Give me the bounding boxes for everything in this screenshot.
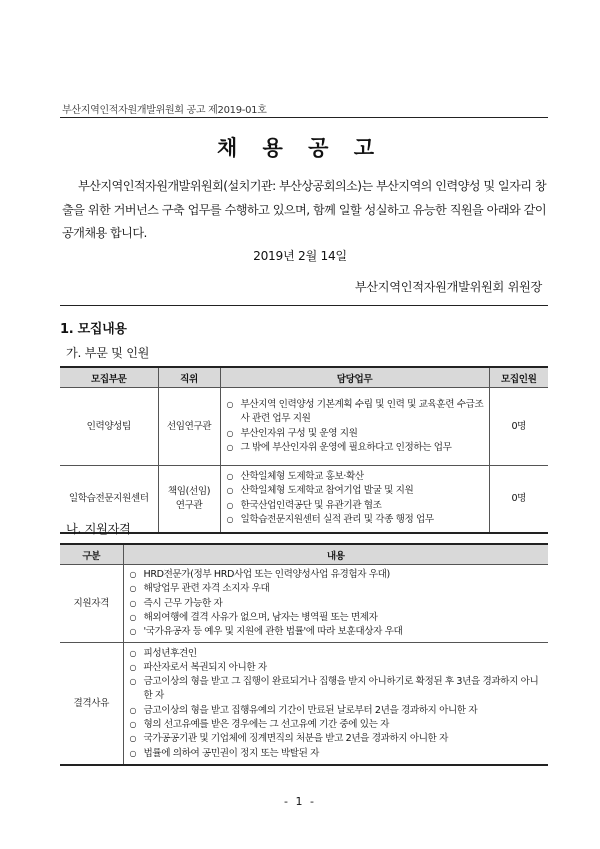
page-title: 채 용 공 고 (216, 136, 384, 160)
list-item: ○ 부산지역 인력양성 기본계획 수립 및 인력 및 교육훈련 수급조사 관련 업무 지원 (227, 398, 485, 427)
content-cell (123, 565, 548, 643)
bullet-circle-icon: ○ (129, 627, 137, 637)
bullet-circle-icon: ○ (129, 677, 137, 687)
table-row (60, 565, 548, 643)
list-item: ○ HRD전문가(정부 HRD사업 또는 인력양성사업 유경험자 우대) (130, 568, 545, 582)
col-header-count: 모집인원 (489, 367, 548, 388)
dept-cell: 일학습전문지원센터 (60, 466, 158, 533)
duties-cell (220, 388, 489, 466)
position-cell: 선임연구관 (158, 388, 220, 466)
bullet-circle-icon: ○ (226, 428, 234, 438)
bullet-circle-icon: ○ (129, 598, 137, 608)
list-item: ○ 한국산업인력공단 및 유관기관 협조 (227, 499, 485, 513)
col-header-category: 구분 (60, 544, 123, 565)
list-item: ○ 해외여행에 결격 사유가 없으며, 남자는 병역필 또는 면제자 (130, 611, 545, 625)
bullet-circle-icon: ○ (129, 748, 137, 758)
recruitment-table (60, 366, 548, 534)
bullet-circle-icon: ○ (129, 705, 137, 715)
list-item: ○ 파산자로서 복권되지 아니한 자 (130, 661, 545, 675)
count-cell: 0명 (489, 466, 548, 533)
content-cell (123, 643, 548, 765)
bullet-circle-icon: ○ (129, 648, 137, 658)
bullet-circle-icon: ○ (226, 515, 234, 525)
signer-name: 부산지역인적자원개발위원회 위원장 (354, 280, 542, 294)
bullet-circle-icon: ○ (129, 662, 137, 672)
duties-cell (220, 466, 489, 533)
table-row (60, 643, 548, 765)
bullet-circle-icon: ○ (226, 442, 234, 452)
table-row (60, 466, 548, 533)
subsection-heading-qualifications: 나. 지원자격 (66, 522, 131, 536)
header-divider (60, 117, 548, 118)
category-cell: 지원자격 (60, 565, 123, 643)
list-item: ○ 일학습전문지원센터 실적 관리 및 각종 행정 업무 (227, 513, 485, 527)
list-item: ○ 형의 선고유예를 받은 경우에는 그 선고유예 기간 중에 있는 자 (130, 718, 545, 732)
category-cell: 결격사유 (60, 643, 123, 765)
bullet-circle-icon: ○ (226, 399, 234, 409)
bullet-circle-icon: ○ (129, 720, 137, 730)
bullet-circle-icon: ○ (129, 584, 137, 594)
list-item: ○ 피성년후견인 (130, 647, 545, 661)
position-cell: 책임(선임) 연구관 (158, 466, 220, 533)
count-cell: 0명 (489, 388, 548, 466)
list-item: ○ 산학일체형 도제학교 참여기업 발굴 및 지원 (227, 484, 485, 498)
col-header-content: 내용 (123, 544, 548, 565)
col-header-duties: 담당업무 (220, 367, 489, 388)
list-item: ○ 해당업무 관련 자격 소지자 우대 (130, 582, 545, 596)
table-header-row (60, 367, 548, 388)
bullet-circle-icon: ○ (129, 734, 137, 744)
list-item: ○ 금고이상의 형을 받고 집행유예의 기간이 만료된 날로부터 2년을 경과하지 아니한 자 (130, 704, 545, 718)
section-heading-recruitment: 1. 모집내용 (60, 322, 127, 337)
list-item: ○ 부산인자위 구성 및 운영 지원 (227, 427, 485, 441)
bullet-circle-icon: ○ (226, 472, 234, 482)
col-header-position: 직위 (158, 367, 220, 388)
signer-divider (60, 305, 548, 306)
list-item: ○ '국가유공자 등 예우 및 지원에 관한 법률'에 따라 보훈대상자 우대 (130, 625, 545, 639)
bullet-circle-icon: ○ (226, 500, 234, 510)
bullet-circle-icon: ○ (129, 570, 137, 579)
list-item: ○ 금고이상의 형을 받고 그 집행이 완료되거나 집행을 받지 아니하기로 확정된 후 3년을 경과하지 아니한 자 (130, 675, 545, 704)
col-header-dept: 모집부문 (60, 367, 158, 388)
bullet-circle-icon: ○ (226, 486, 234, 496)
table-header-row (60, 544, 548, 565)
list-item: ○ 국가공공기관 및 기업체에 징계면직의 처분을 받고 2년을 경과하지 아니한 자 (130, 732, 545, 746)
bullet-circle-icon: ○ (129, 612, 137, 622)
dept-cell: 인력양성팀 (60, 388, 158, 466)
qualification-table (60, 543, 548, 766)
intro-paragraph: 부산지역인적자원개발위원회(설치기관: 부산상공회의소)는 부산지역의 인력양성 및 일자리 창출을 위한 거버넌스 구축 업무를 수행하고 있으며, 함께 일할 성실하고 유능한 직원을 아래와 같이 공개채용 합니다. (62, 179, 546, 240)
subsection-heading-positions: 가. 부문 및 인원 (66, 346, 150, 360)
list-item: ○ 산학일체형 도제학교 홍보·확산 (227, 470, 485, 484)
list-item: ○ 법률에 의하여 공민권이 정지 또는 박탈된 자 (130, 747, 545, 761)
list-item: ○ 즉시 근무 가능한 자 (130, 597, 545, 611)
announcement-date: 2019년 2월 14일 (253, 249, 347, 263)
table-row (60, 388, 548, 466)
list-item: ○ 그 밖에 부산인자위 운영에 필요하다고 인정하는 업무 (227, 441, 485, 455)
page-number: - 1 - (284, 795, 316, 808)
announcement-number: 부산지역인적자원개발위원회 공고 제2019-01호 (62, 105, 267, 116)
